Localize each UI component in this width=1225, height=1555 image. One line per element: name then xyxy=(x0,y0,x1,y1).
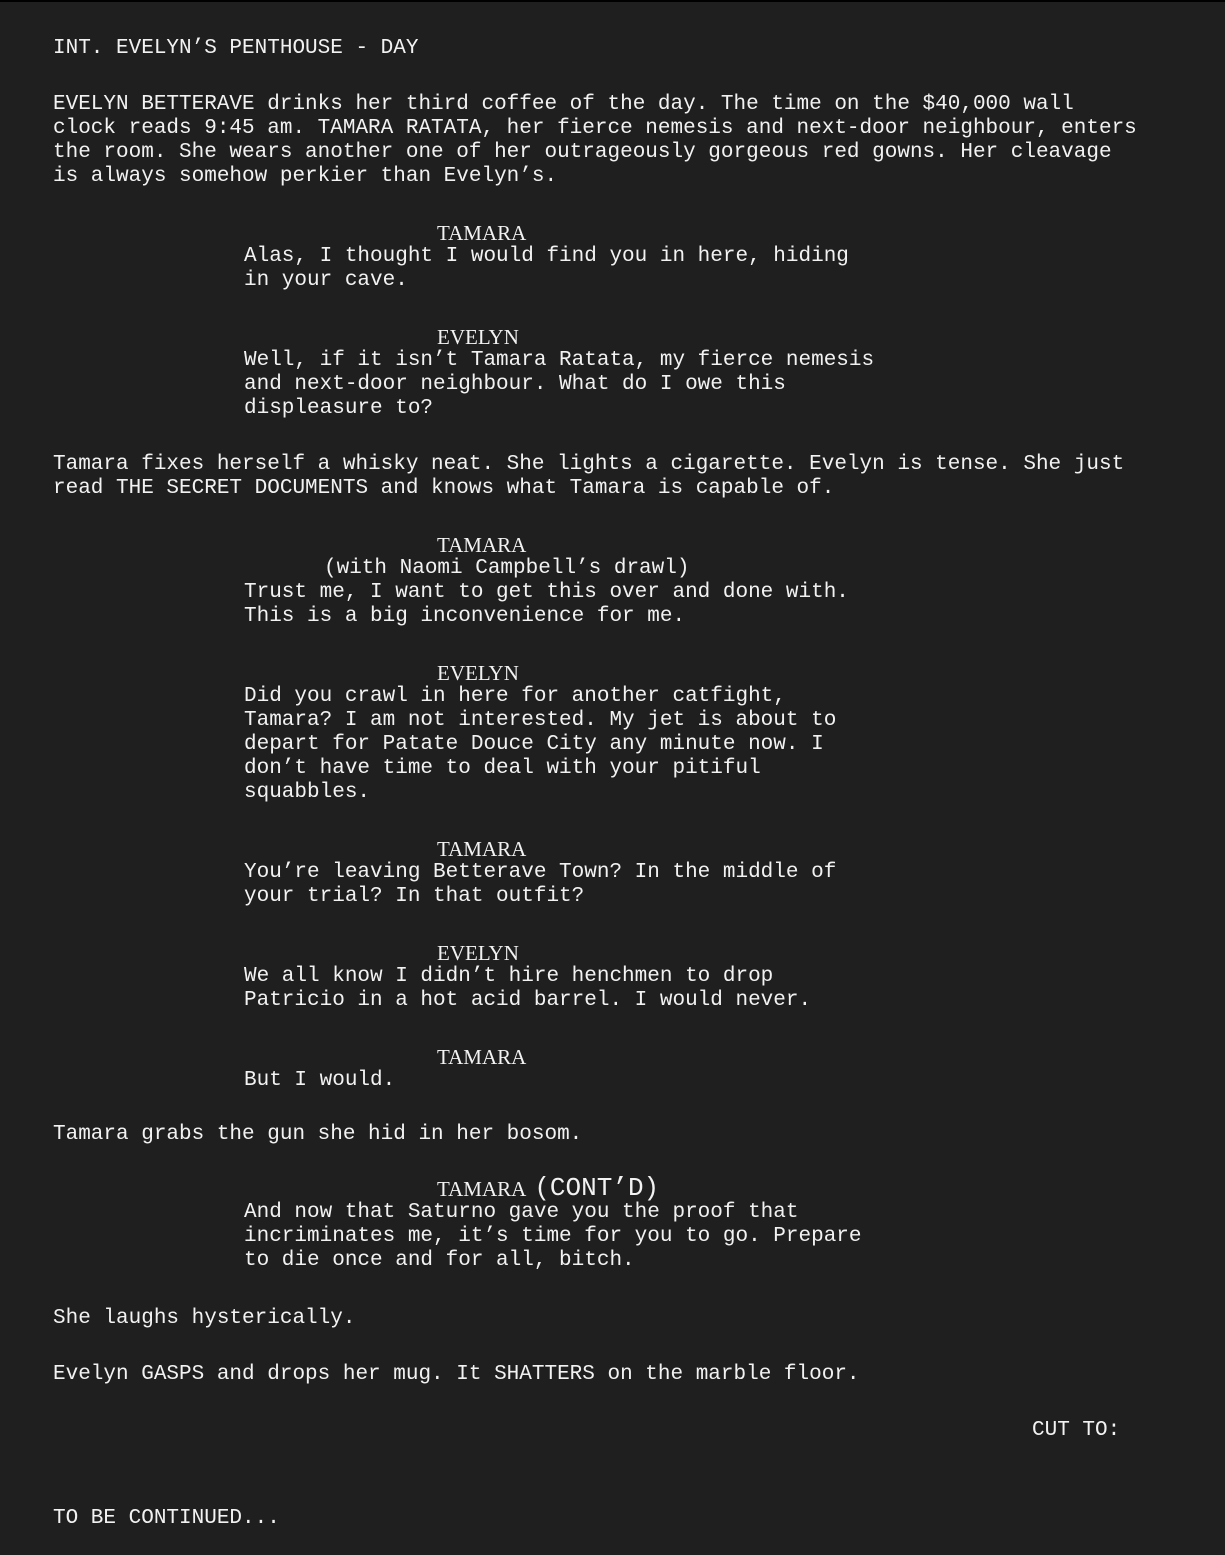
dialogue-text: And now that Saturno gave you the proof that incriminates me, it’s time for you to go. Prepare to die once and for all, bitch. xyxy=(244,1201,862,1272)
character-name: TAMARA xyxy=(437,533,527,557)
dialogue-text: Did you crawl in here for another catfight, Tamara? I am not interested. My jet is about to depart for Patate Douce City any minute now. I don’t have time to deal with your pitiful squabbles. xyxy=(244,685,837,804)
dialogue-block-4 xyxy=(244,661,944,805)
character-name: EVELYN xyxy=(437,941,519,965)
action-paragraph-3: Tamara grabs the gun she hid in her bosom. xyxy=(53,1123,583,1146)
action-paragraph-5: Evelyn GASPS and drops her mug. It SHATTERS on the marble floor. xyxy=(53,1363,860,1386)
action-paragraph-1: EVELYN BETTERAVE drinks her third coffee of the day. The time on the $40,000 wall clock reads 9:45 am. TAMARA RATATA, her fierce nemesis and next-door neighbour, enters the room. She wears another one of her outrageously gorgeous red gowns. Her cleavage is always somehow perkier than Evelyn’s. xyxy=(53,93,1137,188)
dialogue-text: We all know I didn’t hire henchmen to drop Patricio in a hot acid barrel. I would never. xyxy=(244,965,812,1012)
character-extension: (CONT’D) xyxy=(534,1173,660,1203)
character-name: TAMARA xyxy=(437,1177,527,1201)
action-paragraph-2: Tamara fixes herself a whisky neat. She lights a cigarette. Evelyn is tense. She just read THE SECRET DOCUMENTS and knows what Tamara is capable of. xyxy=(53,453,1125,500)
character-name: TAMARA xyxy=(437,837,527,861)
dialogue-text: Well, if it isn’t Tamara Ratata, my fierce nemesis and next-door neighbour. What do I owe this displeasure to? xyxy=(244,349,875,420)
dialogue-text: Alas, I thought I would find you in here, hiding in your cave. xyxy=(244,245,849,292)
dialogue-block-5 xyxy=(244,837,944,909)
scene-heading: INT. EVELYN’S PENTHOUSE - DAY xyxy=(53,37,419,60)
character-name-contd xyxy=(437,1173,944,1203)
dialogue-block-3 xyxy=(244,533,944,629)
action-paragraph-4: She laughs hysterically. xyxy=(53,1307,356,1330)
character-name: TAMARA xyxy=(437,221,527,245)
ending-line: TO BE CONTINUED... xyxy=(53,1507,280,1530)
dialogue-block-8 xyxy=(244,1173,944,1273)
transition: CUT TO: xyxy=(1032,1419,1121,1442)
dialogue-block-6 xyxy=(244,941,944,1013)
screenplay-page xyxy=(0,2,1225,1555)
dialogue-text: Trust me, I want to get this over and done with. This is a big inconvenience for me. xyxy=(244,581,849,628)
character-name: EVELYN xyxy=(437,325,519,349)
dialogue-text: But I would. xyxy=(244,1069,396,1092)
character-name: EVELYN xyxy=(437,661,519,685)
dialogue-block-7 xyxy=(244,1045,944,1093)
parenthetical: (with Naomi Campbell’s drawl) xyxy=(324,557,690,580)
dialogue-block-1 xyxy=(244,221,944,293)
dialogue-block-2 xyxy=(244,325,944,421)
dialogue-text: You’re leaving Betterave Town? In the middle of your trial? In that outfit? xyxy=(244,861,837,908)
character-name: TAMARA xyxy=(437,1045,527,1069)
